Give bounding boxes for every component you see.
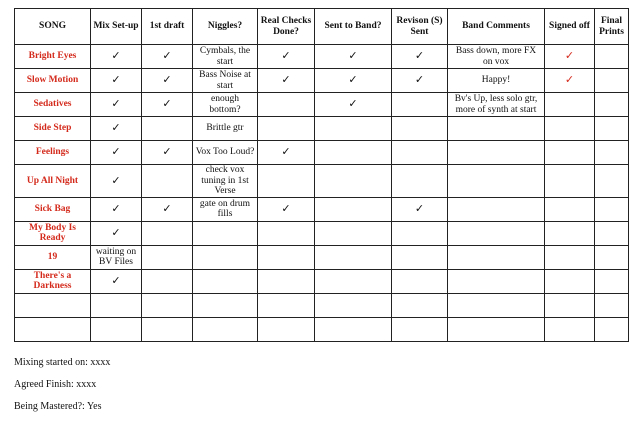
empty-cell <box>448 141 545 165</box>
empty-cell <box>545 93 595 117</box>
check-icon: ✓ <box>545 45 595 69</box>
empty-cell <box>193 245 258 269</box>
check-icon: ✓ <box>315 69 392 93</box>
empty-cell <box>595 293 629 317</box>
empty-cell <box>448 117 545 141</box>
song-title: Slow Motion <box>15 69 91 93</box>
empty-cell <box>545 197 595 221</box>
empty-cell <box>258 317 315 341</box>
empty-cell <box>595 117 629 141</box>
empty-cell <box>258 117 315 141</box>
mix-tracker-table <box>14 8 629 342</box>
empty-cell <box>595 93 629 117</box>
empty-cell <box>392 317 448 341</box>
empty-cell <box>595 141 629 165</box>
empty-cell <box>448 165 545 198</box>
song-title: Up All Night <box>15 165 91 198</box>
empty-cell <box>595 245 629 269</box>
check-icon: ✓ <box>258 197 315 221</box>
check-icon: ✓ <box>258 45 315 69</box>
check-icon: ✓ <box>258 141 315 165</box>
song-title: Sick Bag <box>15 197 91 221</box>
song-title: My Body Is Ready <box>15 221 91 245</box>
check-icon: ✓ <box>315 93 392 117</box>
cell-note: Happy! <box>448 69 545 93</box>
check-icon: ✓ <box>91 69 142 93</box>
empty-cell <box>545 269 595 293</box>
table-row <box>15 141 629 165</box>
cell-note: enough bottom? <box>193 93 258 117</box>
table-row <box>15 221 629 245</box>
song-title: There's a Darkness <box>15 269 91 293</box>
cell-note: Vox Too Loud? <box>193 141 258 165</box>
cell-note: Bass Noise at start <box>193 69 258 93</box>
check-icon: ✓ <box>91 93 142 117</box>
column-header: Revison (S) Sent <box>392 9 448 45</box>
cell-note: Bv's Up, less solo gtr, more of synth at start <box>448 93 545 117</box>
check-icon: ✓ <box>258 69 315 93</box>
table-row <box>15 165 629 198</box>
header-row <box>15 9 629 45</box>
table-row <box>15 197 629 221</box>
song-title <box>15 317 91 341</box>
table-row <box>15 269 629 293</box>
empty-cell <box>142 293 193 317</box>
empty-cell <box>448 293 545 317</box>
empty-cell <box>315 269 392 293</box>
being-mastered-text: Being Mastered?: Yes <box>14 401 102 412</box>
empty-cell <box>193 293 258 317</box>
column-header: SONG <box>15 9 91 45</box>
song-title: Side Step <box>15 117 91 141</box>
empty-cell <box>315 293 392 317</box>
check-icon: ✓ <box>91 117 142 141</box>
empty-cell <box>448 317 545 341</box>
empty-cell <box>91 317 142 341</box>
check-icon: ✓ <box>142 69 193 93</box>
empty-cell <box>595 317 629 341</box>
empty-cell <box>545 245 595 269</box>
empty-cell <box>392 117 448 141</box>
cell-note: waiting on BV Files <box>91 245 142 269</box>
agreed-finish-text: Agreed Finish: xxxx <box>14 379 97 390</box>
column-header: Niggles? <box>193 9 258 45</box>
empty-cell <box>258 221 315 245</box>
empty-cell <box>91 293 142 317</box>
empty-cell <box>392 269 448 293</box>
check-icon: ✓ <box>91 165 142 198</box>
empty-cell <box>315 141 392 165</box>
empty-cell <box>595 269 629 293</box>
empty-cell <box>142 221 193 245</box>
empty-cell <box>258 93 315 117</box>
column-header: Sent to Band? <box>315 9 392 45</box>
empty-cell <box>392 93 448 117</box>
empty-cell <box>193 269 258 293</box>
check-icon: ✓ <box>392 69 448 93</box>
cell-note: Bass down, more FX on vox <box>448 45 545 69</box>
empty-cell <box>315 221 392 245</box>
check-icon: ✓ <box>91 221 142 245</box>
check-icon: ✓ <box>142 93 193 117</box>
table-row <box>15 317 629 341</box>
song-title: Sedatives <box>15 93 91 117</box>
table-row <box>15 69 629 93</box>
check-icon: ✓ <box>142 141 193 165</box>
cell-note: check vox tuning in 1st Verse <box>193 165 258 198</box>
table-row <box>15 245 629 269</box>
empty-cell <box>448 197 545 221</box>
column-header: Real Checks Done? <box>258 9 315 45</box>
check-icon: ✓ <box>392 197 448 221</box>
table-row <box>15 117 629 141</box>
empty-cell <box>142 165 193 198</box>
empty-cell <box>595 221 629 245</box>
empty-cell <box>315 117 392 141</box>
column-header: Signed off <box>545 9 595 45</box>
check-icon: ✓ <box>91 141 142 165</box>
cell-note: gate on drum fills <box>193 197 258 221</box>
empty-cell <box>448 245 545 269</box>
song-title: Feelings <box>15 141 91 165</box>
empty-cell <box>595 45 629 69</box>
empty-cell <box>392 221 448 245</box>
empty-cell <box>392 165 448 198</box>
empty-cell <box>545 117 595 141</box>
empty-cell <box>258 293 315 317</box>
empty-cell <box>545 221 595 245</box>
mixing-started-text: Mixing started on: xxxx <box>14 357 111 368</box>
column-header: Mix Set-up <box>91 9 142 45</box>
empty-cell <box>142 317 193 341</box>
empty-cell <box>315 197 392 221</box>
empty-cell <box>193 317 258 341</box>
empty-cell <box>392 245 448 269</box>
check-icon: ✓ <box>91 197 142 221</box>
check-icon: ✓ <box>142 45 193 69</box>
empty-cell <box>545 165 595 198</box>
empty-cell <box>545 141 595 165</box>
empty-cell <box>595 69 629 93</box>
empty-cell <box>392 141 448 165</box>
check-icon: ✓ <box>142 197 193 221</box>
empty-cell <box>142 117 193 141</box>
check-icon: ✓ <box>392 45 448 69</box>
check-icon: ✓ <box>91 45 142 69</box>
song-title: Bright Eyes <box>15 45 91 69</box>
empty-cell <box>392 293 448 317</box>
empty-cell <box>193 221 258 245</box>
cell-note: Cymbals, the start <box>193 45 258 69</box>
check-icon: ✓ <box>545 69 595 93</box>
empty-cell <box>315 165 392 198</box>
song-title <box>15 293 91 317</box>
empty-cell <box>448 221 545 245</box>
cell-note: Brittle gtr <box>193 117 258 141</box>
check-icon: ✓ <box>315 45 392 69</box>
column-header: Band Comments <box>448 9 545 45</box>
empty-cell <box>315 245 392 269</box>
column-header: Final Prints <box>595 9 629 45</box>
empty-cell <box>258 245 315 269</box>
empty-cell <box>315 317 392 341</box>
empty-cell <box>142 245 193 269</box>
song-title: 19 <box>15 245 91 269</box>
empty-cell <box>142 269 193 293</box>
empty-cell <box>448 269 545 293</box>
check-icon: ✓ <box>91 269 142 293</box>
empty-cell <box>258 165 315 198</box>
empty-cell <box>595 197 629 221</box>
column-header: 1st draft <box>142 9 193 45</box>
table-row <box>15 45 629 69</box>
empty-cell <box>545 317 595 341</box>
empty-cell <box>545 293 595 317</box>
empty-cell <box>258 269 315 293</box>
empty-cell <box>595 165 629 198</box>
table-row <box>15 93 629 117</box>
table-row <box>15 293 629 317</box>
table-body <box>15 45 629 342</box>
